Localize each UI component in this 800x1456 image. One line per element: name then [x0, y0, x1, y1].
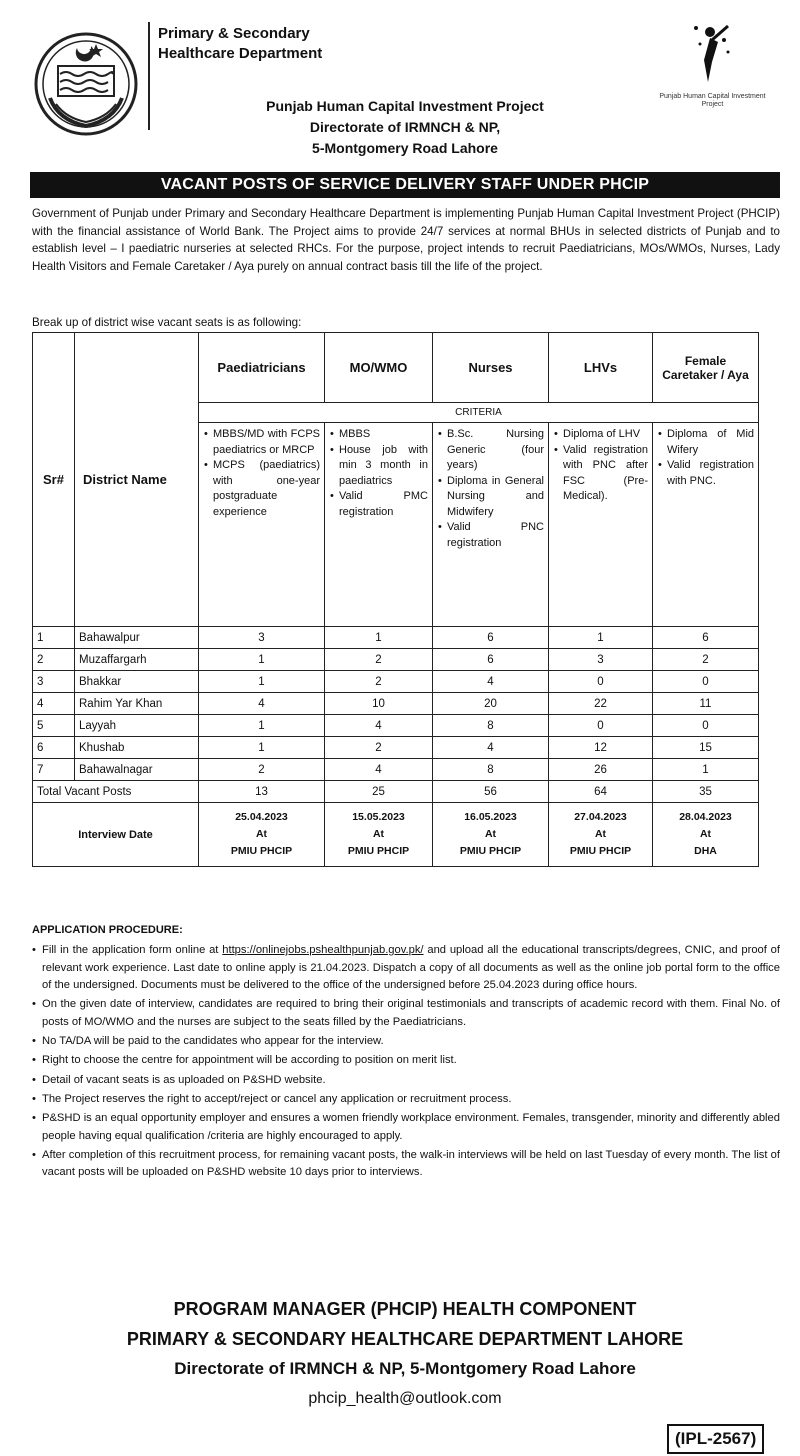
district-cell: Layyah: [75, 715, 199, 737]
table-row: [33, 627, 759, 649]
interview-cell: [549, 803, 653, 867]
project-address-line: 5-Montgomery Road Lahore: [312, 140, 498, 156]
ipl-reference: (IPL-2567): [667, 1424, 764, 1454]
total-value: 35: [653, 781, 759, 803]
post-header: Female Caretaker / Aya: [653, 333, 759, 403]
interview-cell: [433, 803, 549, 867]
vacancy-count: 1: [199, 649, 325, 671]
interview-date: 25.04.2023: [235, 811, 288, 823]
procedure-item: • On the given date of interview, candidates are required to bring their original testimonials and transcripts of academic record with them. Final No. of posts of MO/WMO and the nurses are subject to the seats filled by the Paediatricians.: [32, 996, 780, 1031]
vacancy-count: 3: [199, 627, 325, 649]
project-name: Punjab Human Capital Investment Project: [266, 98, 544, 114]
total-value: 25: [325, 781, 433, 803]
title-banner: VACANT POSTS OF SERVICE DELIVERY STAFF UNDER PHCIP: [30, 172, 780, 198]
total-value: 64: [549, 781, 653, 803]
procedure-item: [32, 942, 780, 995]
vacancy-count: 1: [199, 737, 325, 759]
criteria-item: • Diploma of Mid Wifery: [667, 427, 754, 458]
program-manager-title: PROGRAM MANAGER (PHCIP) HEALTH COMPONENT: [173, 1299, 637, 1319]
table-row: [33, 737, 759, 759]
sr-cell: 3: [33, 671, 75, 693]
interview-date: 15.05.2023: [352, 811, 405, 823]
post-header: MO/WMO: [325, 333, 433, 403]
post-header: Paediatricians: [199, 333, 325, 403]
criteria-cell: [549, 423, 653, 627]
vacancy-count: 2: [199, 759, 325, 781]
procedure-title: APPLICATION PROCEDURE:: [32, 924, 183, 936]
criteria-label: CRITERIA: [199, 403, 759, 423]
interview-date: 28.04.2023: [679, 811, 732, 823]
district-cell: Bahawalnagar: [75, 759, 199, 781]
vacancy-count: 6: [653, 627, 759, 649]
procedure-item: • P&SHD is an equal opportunity employer and ensures a women friendly workplace environment. Females, transgender, minority and differently abled people having equal qualification /criteria are highly encouraged to apply.: [32, 1110, 780, 1145]
sr-cell: 2: [33, 649, 75, 671]
vacancy-count: 4: [433, 671, 549, 693]
total-value: 13: [199, 781, 325, 803]
table-row: [33, 693, 759, 715]
district-cell: Muzaffargarh: [75, 649, 199, 671]
breakup-label: Break up of district wise vacant seats is as following:: [32, 316, 302, 329]
vacancy-count: 1: [549, 627, 653, 649]
vacancy-count: 1: [653, 759, 759, 781]
vacancy-count: 0: [549, 715, 653, 737]
criteria-item: • MBBS: [339, 427, 428, 443]
interview-cell: [325, 803, 433, 867]
vacancy-count: 4: [199, 693, 325, 715]
interview-label: Interview Date: [33, 803, 199, 867]
post-header: LHVs: [549, 333, 653, 403]
interview-at: At: [372, 828, 385, 840]
vacancy-count: 2: [653, 649, 759, 671]
criteria-item: • Diploma in General Nursing and Midwifery: [447, 474, 544, 521]
criteria-item: • Valid PNC registration: [447, 520, 544, 551]
table-row: [33, 715, 759, 737]
vacancy-count: 0: [653, 671, 759, 693]
department-name: [158, 24, 322, 64]
directorate-name: Directorate of IRMNCH & NP,: [309, 119, 501, 135]
vacancy-count: 22: [549, 693, 653, 715]
department-line-2: Healthcare Department: [158, 45, 323, 62]
procedure-item: • Right to choose the centre for appointment will be according to position on merit list.: [32, 1052, 780, 1070]
criteria-cell: [653, 423, 759, 627]
procedure-text: Fill in the application form online at: [42, 944, 223, 956]
online-jobs-link[interactable]: https://onlinejobs.pshealthpunjab.gov.pk/: [222, 944, 424, 956]
vacancy-count: 4: [325, 715, 433, 737]
vacancy-count: 12: [549, 737, 653, 759]
interview-cell: [653, 803, 759, 867]
procedure-item: • Detail of vacant seats is as uploaded on P&SHD website.: [32, 1072, 780, 1090]
interview-at: At: [594, 828, 607, 840]
vacancy-count: 8: [433, 715, 549, 737]
vacancy-count: 8: [433, 759, 549, 781]
vacancy-count: 1: [199, 671, 325, 693]
department-title: PRIMARY & SECONDARY HEALTHCARE DEPARTMENT LAHORE: [126, 1329, 684, 1349]
vacancy-table: [32, 332, 759, 867]
criteria-cell: [433, 423, 549, 627]
sr-cell: 4: [33, 693, 75, 715]
post-header: Nurses: [433, 333, 549, 403]
sr-header: Sr#: [33, 333, 75, 627]
vacancy-count: 1: [199, 715, 325, 737]
criteria-item: • B.Sc. Nursing Generic (four years): [447, 427, 544, 474]
contact-email: phcip_health@outlook.com: [308, 1390, 502, 1407]
vacancy-count: 4: [325, 759, 433, 781]
interview-cell: [199, 803, 325, 867]
vacancy-count: 0: [549, 671, 653, 693]
interview-date: 16.05.2023: [464, 811, 517, 823]
interview-place: PMIU PHCIP: [347, 845, 410, 857]
department-line-1: Primary & Secondary: [158, 25, 310, 42]
procedure-item: • After completion of this recruitment process, for remaining vacant posts, the walk-in interviews will be held on last Tuesday of every month. The list of vacant posts will be uploaded on P&SHD website 10 days prior to interviews.: [32, 1147, 780, 1182]
district-rows: [33, 627, 759, 781]
phcip-logo-caption: Punjab Human Capital Investment Project: [659, 93, 766, 108]
vacancy-count: 6: [433, 649, 549, 671]
procedure-item: • No TA/DA will be paid to the candidates who appear for the interview.: [32, 1033, 780, 1051]
criteria-item: • Diploma of LHV: [563, 427, 648, 443]
vacancy-count: 2: [325, 671, 433, 693]
district-cell: Bhakkar: [75, 671, 199, 693]
procedure-list: [32, 942, 780, 1183]
vacancy-count: 2: [325, 649, 433, 671]
vacancy-count: 11: [653, 693, 759, 715]
interview-place: DHA: [694, 845, 717, 857]
sr-cell: 1: [33, 627, 75, 649]
criteria-item: • MCPS (paediatrics) with one-year postgraduate experience: [213, 458, 320, 520]
vacancy-count: 20: [433, 693, 549, 715]
intro-paragraph: Government of Punjab under Primary and Secondary Healthcare Department is implementing Punjab Human Capital Investment Project (PHCIP) with the financial assistance of World Bank. The Project aims to provide 24/7 services at normal BHUs in selected districts of Punjab and to establish level – I paediatric nurseries at selected RHCs. For the purpose, project intends to recruit Paediatricians, MOs/WMOs, Nurses, Lady Health Visitors and Female Caretaker / Aya purely on annual contract basis till the life of the project.: [32, 207, 780, 273]
phcip-figure-icon: [688, 22, 738, 84]
total-value: 56: [433, 781, 549, 803]
criteria-item: • MBBS/MD with FCPS paediatrics or MRCP: [213, 427, 320, 458]
criteria-cell: [325, 423, 433, 627]
phcip-logo: [655, 22, 770, 122]
district-cell: Bahawalpur: [75, 627, 199, 649]
district-cell: Rahim Yar Khan: [75, 693, 199, 715]
vacancy-count: 3: [549, 649, 653, 671]
criteria-item: • Valid PMC registration: [339, 489, 428, 520]
criteria-item: • Valid registration with PNC.: [667, 458, 754, 489]
interview-date: 27.04.2023: [574, 811, 627, 823]
signature-block: [60, 1294, 750, 1414]
vacancy-count: 15: [653, 737, 759, 759]
interview-at: At: [484, 828, 497, 840]
page-header: [0, 0, 800, 172]
criteria-item: • House job with min 3 month in paediatrics: [339, 443, 428, 490]
interview-place: PMIU PHCIP: [569, 845, 632, 857]
district-header: District Name: [75, 333, 199, 627]
vacancy-count: 1: [325, 627, 433, 649]
header-divider: [148, 22, 150, 130]
table-row: [33, 649, 759, 671]
sr-cell: 5: [33, 715, 75, 737]
procedure-text: and upload all the educational transcripts/degrees, CNIC, and proof of relevant work experience. Last date to online apply is 21.04.2023. Dispatch a copy of all documents as well as the online job portal form to the office of the undersigned. Documents must be delivered to the office of the undersigned before 25.04.2023 during office hours.: [42, 944, 780, 992]
criteria-cell: [199, 423, 325, 627]
table-row: [33, 671, 759, 693]
directorate-address: Directorate of IRMNCH & NP, 5-Montgomery Road Lahore: [174, 1359, 636, 1378]
interview-at: At: [255, 828, 268, 840]
project-address: [200, 96, 610, 159]
criteria-item: • Valid registration with PNC after FSC (Pre-Medical).: [563, 443, 648, 505]
vacancy-count: 6: [433, 627, 549, 649]
sr-cell: 6: [33, 737, 75, 759]
total-label: Total Vacant Posts: [33, 781, 199, 803]
procedure-item: • The Project reserves the right to accept/reject or cancel any application or recruitment process.: [32, 1091, 780, 1109]
vacancy-count: 10: [325, 693, 433, 715]
interview-place: PMIU PHCIP: [230, 845, 293, 857]
vacancy-count: 0: [653, 715, 759, 737]
interview-place: PMIU PHCIP: [459, 845, 522, 857]
table-row: [33, 759, 759, 781]
district-cell: Khushab: [75, 737, 199, 759]
vacancy-count: 4: [433, 737, 549, 759]
vacancy-count: 26: [549, 759, 653, 781]
punjab-government-logo: [30, 28, 142, 140]
vacancy-count: 2: [325, 737, 433, 759]
interview-at: At: [699, 828, 712, 840]
sr-cell: 7: [33, 759, 75, 781]
